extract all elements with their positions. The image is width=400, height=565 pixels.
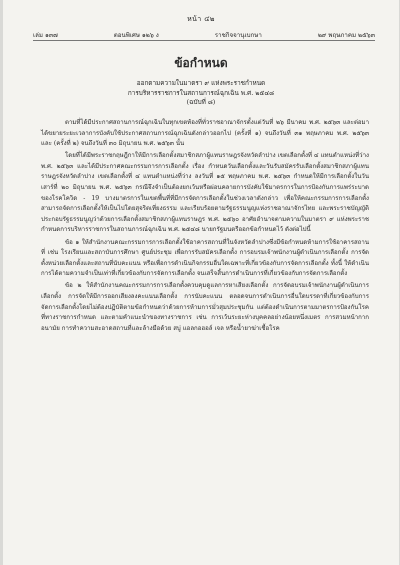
body-paragraph: โดยที่ได้มีพระราชกฤษฎีกาให้มีการเลือกตั้งสมาชิกสภาผู้แทนราษฎรจังหวัดลำปาง เขตเลือกตั้งที่ ๔ แทนตำแหน่งที่ว่าง พ.ศ. ๒๕๖๓ และได้มีประกาศคณะกรรมการการเลือกตั้ง เรื่อง กำหนดวันเลือกตั้งและวันรับสมัครรับเลือกตั้งสมาชิกสภาผู้แทนราษฎรจังหวัดลำปาง เขตเลือกตั้งที่ ๔ แทนตำแหน่งที่ว่าง ลงวันที่ ๑๕ พฤษภาคม พ.ศ. ๒๕๖๓ กำหนดให้มีการเลือกตั้งในวันเสาร์ที่ ๒๐ มิถุนายน พ.ศ. ๒๕๖๓ กรณีจึงจำเป็นต้องยกเว้นหรือผ่อนคลายการบังคับใช้มาตรการในการป้องกันการแพร่ระบาดของโรคโควิด - 19 บางมาตรการในเขตพื้นที่ที่มีการจัดการเลือกตั้งในช่วงเวลาดังกล่าว เพื่อให้คณะกรรมการการเลือกตั้งสามารถจัดการเลือกตั้งให้เป็นไปโดยสุจริตเที่ยงธรรม และเรียบร้อยตามรัฐธรรมนูญแห่งราชอาณาจักรไทย และพระราชบัญญัติประกอบรัฐธรรมนูญว่าด้วยการเลือกตั้งสมาชิกสภาผู้แทนราษฎร พ.ศ. ๒๕๖๐ อาศัยอำนาจตามความในมาตรา ๙ แห่งพระราชกำหนดการบริหารราชการในสถานการณ์ฉุกเฉิน พ.ศ. ๒๕๔๘ นายกรัฐมนตรีออกข้อกำหนดไว้ ดังต่อไปนี้ [41, 152, 369, 234]
header-divider [33, 40, 375, 41]
document-body [41, 118, 369, 336]
document-title: ข้อกำหนด [174, 56, 228, 70]
gazette-name: ราชกิจจานุเบกษา [214, 32, 262, 39]
body-paragraph: ตามที่ได้มีประกาศสถานการณ์ฉุกเฉินในทุกเขตท้องที่ทั่วราชอาณาจักรตั้งแต่วันที่ ๒๖ มีนาคม พ.ศ. ๒๕๖๓ และต่อมาได้ขยายระยะเวลาการบังคับใช้ประกาศสถานการณ์ฉุกเฉินดังกล่าวออกไป (ครั้งที่ ๑) จนถึงวันที่ ๓๑ พฤษภาคม พ.ศ. ๒๕๖๓ และ (ครั้งที่ ๒) จนถึงวันที่ ๓๐ มิถุนายน พ.ศ. ๒๕๖๓ นั้น [41, 119, 369, 148]
body-paragraph: ข้อ ๒ ให้สำนักงานคณะกรรมการการเลือกตั้งควบคุมดูแลการหาเสียงเลือกตั้ง การจัดอบรมเจ้าพนักงานผู้ดำเนินการเลือกตั้ง การจัดให้มีการออกเสียงลงคะแนนเลือกตั้ง การนับคะแนน ตลอดจนการดำเนินการอื่นใดบรรดาที่เกี่ยวข้องกับการจัดการเลือกตั้งโดยไม่ต้องปฏิบัติตามข้อกำหนดว่าด้วยการห้ามการมั่วสุมประชุมกัน แต่ต้องดำเนินการตามมาตรการป้องกันโรคที่ทางราชการกำหนด และตามคำแนะนำของทางราชการ เช่น การเว้นระยะห่างบุคคลอย่างน้อยหนึ่งเมตร การสวมหน้ากากอนามัย การทำความสะอาดสถานที่และล้างมือด้วย สบู่ แอลกอฮอล์ เจล หรือน้ำยาฆ่าเชื้อโรค [41, 282, 369, 332]
gazette-header [33, 30, 375, 40]
subtitle-line: (ฉบับที่ ๘) [186, 98, 216, 106]
subtitle-line: ออกตามความในมาตรา ๙ แห่งพระราชกำหนด [136, 79, 266, 87]
title-block [3, 54, 399, 108]
issue-label: ตอนพิเศษ ๑๒๖ ง [113, 32, 159, 39]
gazette-date: ๒๙ พฤษภาคม ๒๕๖๓ [317, 32, 375, 39]
volume-label: เล่ม ๑๓๗ [33, 32, 58, 39]
page-number: หน้า ๔๒ [187, 15, 215, 23]
subtitle-line: การบริหารราชการในสถานการณ์ฉุกเฉิน พ.ศ. ๒๕๔๘ [127, 88, 275, 97]
body-paragraph: ข้อ ๑ ให้สำนักงานคณะกรรมการการเลือกตั้งใช้อาคารสถานที่ในจังหวัดลำปางซึ่งมีข้อกำหนดห้ามการใช้อาคารสถานที่ เช่น โรงเรียนและสถาบันการศึกษา ศูนย์ประชุม เพื่อการรับสมัครเลือกตั้ง การอบรมเจ้าพนักงานผู้ดำเนินการเลือกตั้ง การจัดตั้งหน่วยเลือกตั้งและสถานที่นับคะแนน หรือเพื่อการดำเนินกิจกรรมอื่นใดเฉพาะที่เกี่ยวข้องกับการจัดการเลือกตั้ง ทั้งนี้ ให้ดำเนินการได้ตามความจำเป็นเท่าที่เกี่ยวข้องกับการจัดการเลือกตั้ง จนเสร็จสิ้นการดำเนินการที่เกี่ยวข้องกับการจัดการเลือกตั้ง [41, 238, 369, 278]
gazette-page [3, 0, 399, 565]
